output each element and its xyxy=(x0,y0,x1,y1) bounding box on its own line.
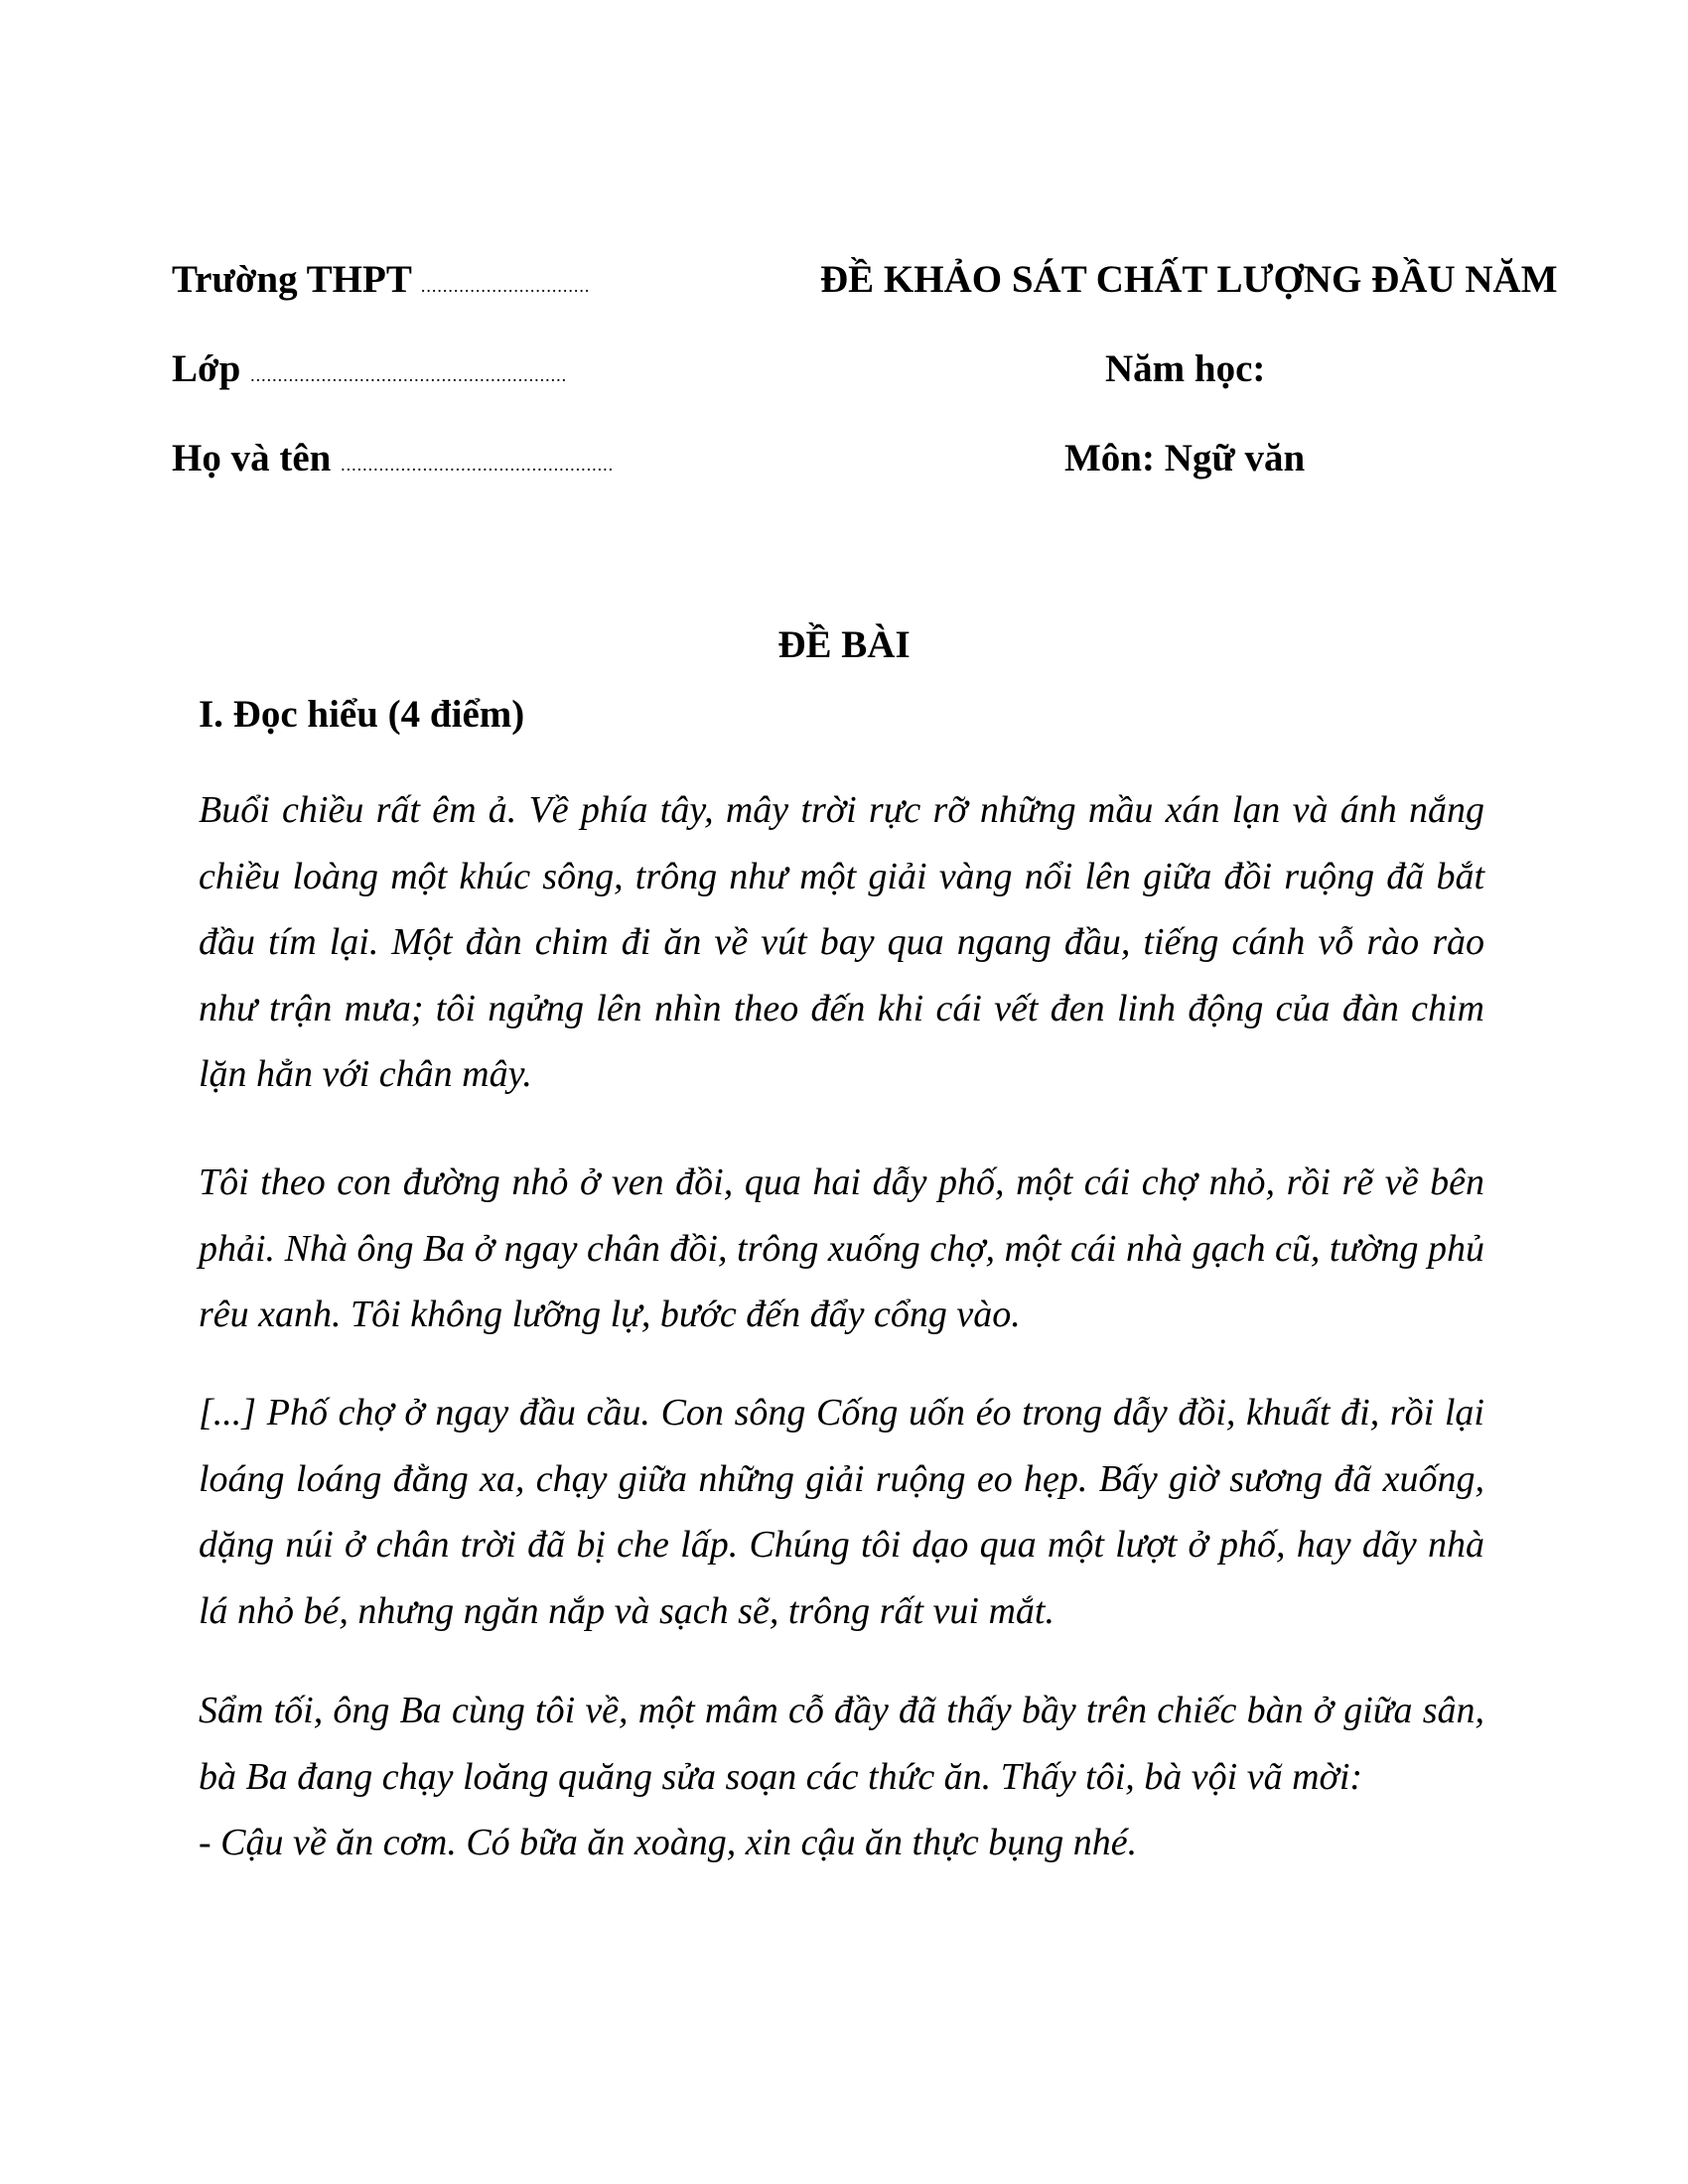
name-label: Họ và tên xyxy=(172,437,332,479)
name-field xyxy=(172,439,614,478)
passage-paragraph-4 xyxy=(199,1678,1484,1876)
school-year-label: Năm học: xyxy=(1105,347,1266,390)
school-dots: ............................... xyxy=(420,276,591,296)
passage-paragraph-4-narration: Sẩm tối, ông Ba cùng tôi về, một mâm cỗ đầy đã thấy bầy trên chiếc bàn ở giữa sân, bà Ba đang chạy loăng quăng sửa soạn các thức ăn. Thấy tôi, bà vội vã mời: xyxy=(199,1690,1484,1798)
passage-paragraph-3: [...] Phố chợ ở ngay đầu cầu. Con sông Cống uốn éo trong dẫy đồi, khuất đi, rồi lại loáng loáng đằng xa, chạy giữa những giải ruộng eo hẹp. Bấy giờ sương đã xuống, dặng núi ở chân trời đã bị che lấp. Chúng tôi dạo qua một lượt ở phố, hay dãy nhà lá nhỏ bé, nhưng ngăn nắp và sạch sẽ, trông rất vui mắt. xyxy=(199,1392,1484,1632)
passage-paragraph-2: Tôi theo con đường nhỏ ở ven đồi, qua hai dẫy phố, một cái chợ nhỏ, rồi rẽ về bên phải. Nhà ông Ba ở ngay chân đồi, trông xuống chợ, một cái nhà gạch cũ, tường phủ rêu xanh. Tôi không lưỡng lự, bước đến đẩy cổng vào. xyxy=(199,1161,1484,1335)
class-label: Lớp xyxy=(172,347,241,390)
section-heading: I. Đọc hiểu (4 điểm) xyxy=(199,693,525,736)
name-dots: .................................................. xyxy=(341,455,615,475)
subject-label: Môn: Ngữ văn xyxy=(1064,437,1306,479)
passage-paragraph-1: Buổi chiều rất êm ả. Về phía tây, mây trời rực rỡ những mầu xán lạn và ánh nắng chiều loàng một khúc sông, trông như một giải vàng nổi lên giữa đồi ruộng đã bắt đầu tím lại. Một đàn chim đi ăn về vút bay qua ngang đầu, tiếng cánh vỗ rào rào như trận mưa; tôi ngửng lên nhìn theo đến khi cái vết đen linh động của đàn chim lặn hẳn với chân mây. xyxy=(199,789,1484,1095)
exam-title: ĐỀ KHẢO SÁT CHẤT LƯỢNG ĐẦU NĂM xyxy=(820,258,1558,301)
class-dots: .......................................................... xyxy=(250,365,568,385)
page-title: ĐỀ BÀI xyxy=(777,623,911,666)
school-field xyxy=(172,260,590,299)
school-label: Trường THPT xyxy=(172,258,412,301)
class-field xyxy=(172,349,567,388)
passage-dialogue-line: - Cậu về ăn cơm. Có bữa ăn xoàng, xin cậu ăn thực bụng nhé. xyxy=(199,1822,1138,1863)
